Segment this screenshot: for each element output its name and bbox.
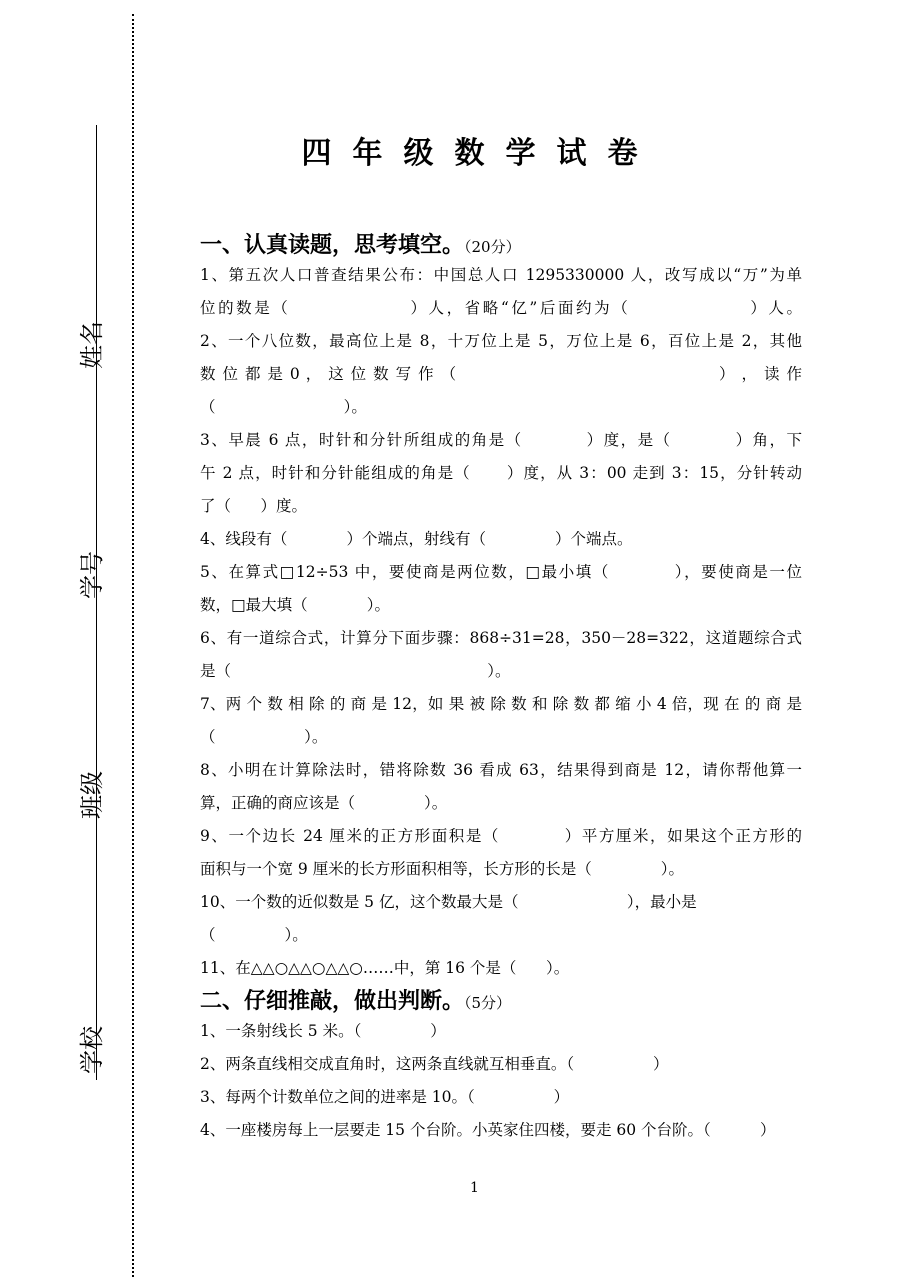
question-line: 11、在△△○△△○△△○……中，第 16 个是（ ）。 xyxy=(200,959,570,977)
question-line: 数 位 都 是 0 ， 这 位 数 写 作 （ ） ， 读 作 xyxy=(200,365,802,383)
binding-dotted-line xyxy=(132,14,134,1277)
class-label: 班级 xyxy=(78,771,106,819)
name-label: 姓名 xyxy=(78,321,106,369)
question-line: 了（ ）度。 xyxy=(200,497,308,515)
question-line: 3、早晨 6 点，时针和分针所组成的角是（ ）度，是（ ）角，下 xyxy=(200,431,802,449)
question-line: （ ）。 xyxy=(200,728,328,746)
student-number-label: 学号 xyxy=(78,551,106,599)
page-title: 四年级数学试卷 xyxy=(301,136,659,171)
page-number: 1 xyxy=(470,1180,479,1196)
question-line: 5、在算式□12÷53 中，要使商是两位数，□最小填（ ），要使商是一位 xyxy=(200,563,802,581)
question-line: 3、每两个计数单位之间的进率是 10。（ ） xyxy=(200,1088,570,1106)
question-line: 4、一座楼房每上一层要走 15 个台阶。小英家住四楼，要走 60 个台阶。（ ） xyxy=(200,1121,776,1139)
question-line: 2、一个八位数，最高位上是 8，十万位上是 5，万位上是 6，百位上是 2，其他 xyxy=(200,332,802,350)
question-line: 位的数是（ ）人，省略“亿”后面约为（ ）人。 xyxy=(200,299,802,317)
question-line: 面积与一个宽 9 厘米的长方形面积相等，长方形的长是（ ）。 xyxy=(200,860,684,878)
question-line: 2、两条直线相交成直角时，这两条直线就互相垂直。（ ） xyxy=(200,1055,669,1073)
section-2-points: （5分） xyxy=(464,994,512,1012)
question-line: 1、第五次人口普查结果公布：中国总人口 1295330000 人，改写成以“万”为单 xyxy=(200,266,802,284)
section-2-title: 二、仔细推敲，做出判断。 xyxy=(200,989,465,1014)
question-line: 1、一条射线长 5 米。（ ） xyxy=(200,1022,446,1040)
question-line: 是（ ）。 xyxy=(200,662,511,680)
section-1-title: 一、认真读题，思考填空。 xyxy=(200,233,465,258)
question-line: 算，正确的商应该是（ ）。 xyxy=(200,794,448,812)
section-2-heading xyxy=(200,984,511,1015)
question-line: （ ）。 xyxy=(200,926,308,944)
question-line: 数，□最大填（ ）。 xyxy=(200,596,391,614)
question-line: 午 2 点，时针和分针能组成的角是（ ）度，从 3：00 走到 3：15，分针转动 xyxy=(200,464,802,482)
question-line: 4、线段有（ ）个端点，射线有（ ）个端点。 xyxy=(200,530,633,548)
question-line: （ ）。 xyxy=(200,398,367,416)
section-1-heading xyxy=(200,228,521,259)
question-line: 9、一个边长 24 厘米的正方形面积是（ ）平方厘米，如果这个正方形的 xyxy=(200,827,802,845)
question-line: 6、有一道综合式，计算分下面步骤：868÷31=28，350－28=322，这道题综合式 xyxy=(200,629,802,647)
question-line: 10、一个数的近似数是 5 亿，这个数最大是（ ），最小是 xyxy=(200,893,697,911)
section-1-points: （20分） xyxy=(464,238,521,256)
question-line: 7、两 个 数 相 除 的 商 是 12，如 果 被 除 数 和 除 数 都 缩 小 4 倍，现 在 的 商 是 xyxy=(200,695,802,713)
question-line: 8、小明在计算除法时，错将除数 36 看成 63，结果得到商是 12，请你帮他算一 xyxy=(200,761,802,779)
school-label: 学校 xyxy=(78,1026,106,1074)
